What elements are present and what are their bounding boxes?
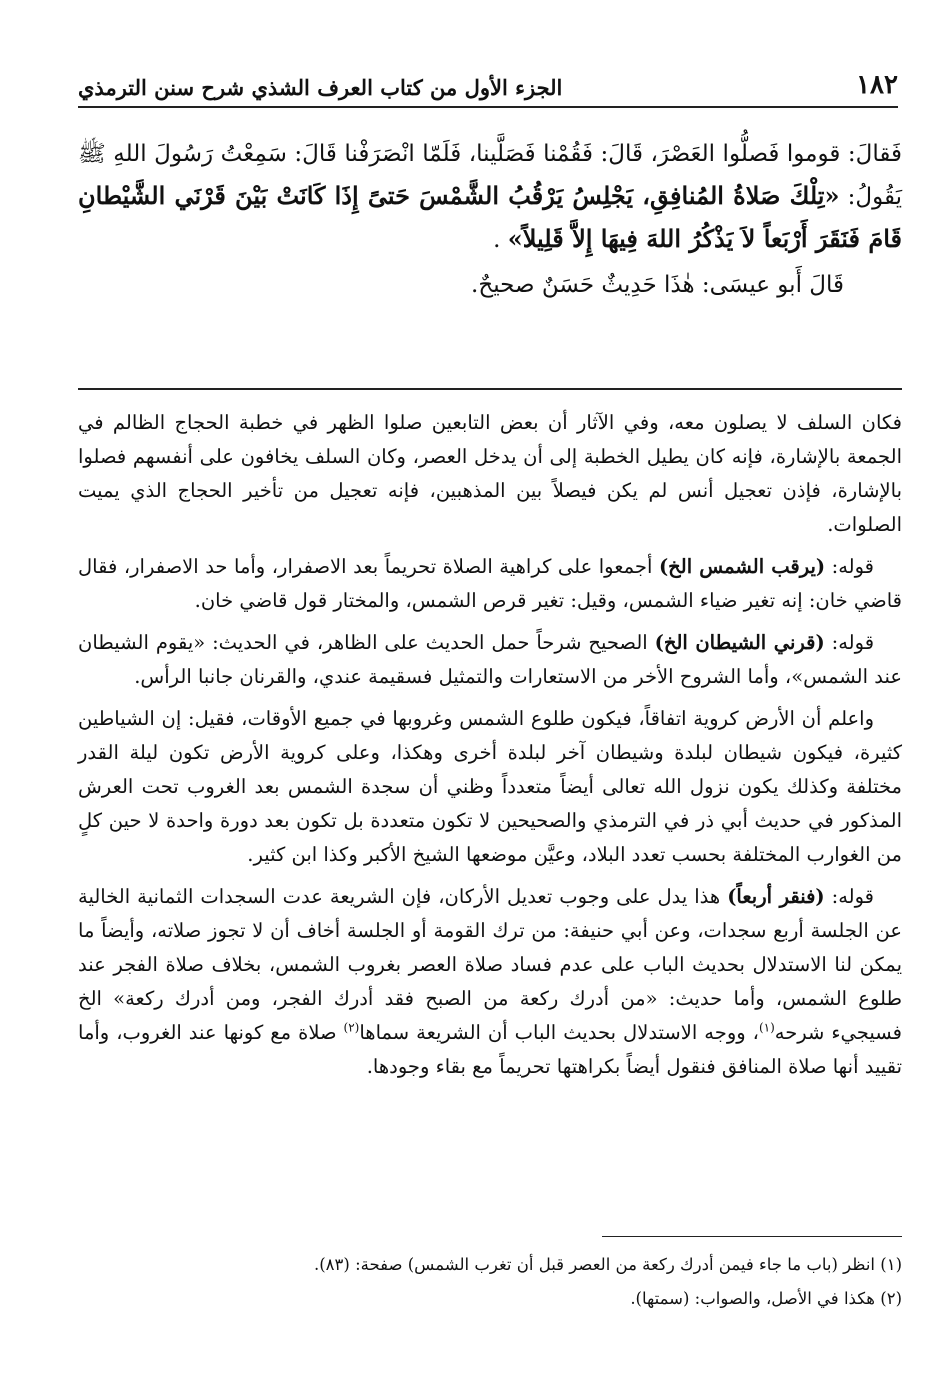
footnote-divider xyxy=(602,1236,902,1237)
hadith-line-2-end: . xyxy=(493,227,501,253)
footnote-reference-1[interactable]: (١) xyxy=(758,1020,775,1035)
commentary-5-heading: (فنقر أربعاً) xyxy=(727,885,825,908)
running-title: الجزء الأول من كتاب العرف الشذي شرح سنن الترمذي xyxy=(78,75,563,100)
commentary-3-lead: قوله: xyxy=(824,631,875,654)
commentary-5-body-a: هذا يدل على وجوب تعديل الأركان، فإن الشريعة عدت السجدات الثمانية الخالية عن الجلسة أربع سجدات، وعن أبي حنيفة: من ترك القومة أو الجلسة أخاف أن لا تجوز صلاته، وأيضاً ما يمكن لنا الاستدلال بحديث الباب على عدم فساد صلاة العصر بغروب الشمس، بخلاف صلاة الفجر عند طلوع الشمس، وأما حديث: «من أدرك ركعة من الصبح فقد أدرك الفجر، ومن أدرك ركعة» الخ فسيجيء شرحه xyxy=(78,885,902,1044)
commentary-5-body-b: ، ووجه الاستدلال بحديث الباب أن الشريعة سماها xyxy=(359,1021,759,1044)
commentary-paragraph-5 xyxy=(78,880,902,1084)
commentary-5-lead: قوله: xyxy=(824,885,874,908)
commentary-2-heading: (يرقب الشمس الخ) xyxy=(658,555,826,578)
footnote-reference-2[interactable]: (٢) xyxy=(343,1020,360,1035)
hadith-text xyxy=(78,134,902,306)
hadith-line-2-lead: يَقُولُ: xyxy=(839,184,902,210)
commentary-2-lead: قوله: xyxy=(825,555,874,578)
hadith-prophetic-quote: «تِلْكَ صَلاةُ المُنافِقِ، يَجْلِسُ يَرْقُبُ الشَّمْسَ حَتىً إِذَا كَانَتْ بَيْنَ قَرْنَي الشَّيْطانِ قَامَ فَنَقَرَ أَرْبَعاً لاَ يَذْكُرُ اللهَ فِيهَا إِلاَّ قَلِيلاً» xyxy=(78,181,902,253)
hadith-grading: قَالَ أَبو عيسَى: هٰذَا حَدِيثٌ حَسَنٌ صحيحٌ. xyxy=(471,272,844,298)
commentary xyxy=(78,406,902,1092)
section-divider xyxy=(78,388,902,390)
commentary-paragraph-3 xyxy=(78,626,902,694)
footnotes xyxy=(78,1248,902,1316)
hadith-paragraph xyxy=(78,134,902,261)
commentary-5-body-c: صلاة مع كونها عند الغروب، وأما تقييد أنها صلاة المنافق فنقول أيضاً بكراهتها تحريماً مع بقاء وجودها. xyxy=(78,1021,902,1078)
commentary-2-body: أجمعوا على كراهية الصلاة تحريماً بعد الاصفرار، وأما حد الاصفرار، فقال قاضي خان: إنه تغير ضياء الشمس، وقيل: تغير قرص الشمس، والمختار قول قاضي خان. xyxy=(78,555,902,612)
commentary-paragraph-4: واعلم أن الأرض كروية اتفاقاً، فيكون طلوع الشمس وغروبها في جميع الأوقات، فقيل: إن الشياطين كثيرة، فيكون شيطان لبلدة وشيطان آخر لبلدة أخرى وهكذا، وعلى كروية الأرض تكون ليلة القدر مختلفة وكذلك يكون نزول الله تعالى أيضاً متعدداً وظني أن سجدة الشمس بعد الغروب تحت العرش المذكور في حديث أبي ذر في الترمذي والصحيحين لا تكون متعددة بل تكون بعد دورة واحدة لا حين كلٍ من الغوارب المختلفة بحسب تعدد البلاد، وعيَّن موضعها الشيخ الأكبر وكذا ابن كثير. xyxy=(78,707,902,866)
commentary-paragraph-1: فكان السلف لا يصلون معه، وفي الآثار أن بعض التابعين صلوا الظهر في خطبة الحجاج الظالم في الجمعة بالإشارة، فإنه كان يطيل الخطبة إلى أن يدخل العصر، وكان السلف يخافون على أنفسهم فصلوا بالإشارة، فإذن تعجيل أنس لم يكن فيصلاً بين المذهبين، فإنه تعجيل من تأخير الحجاج الذي يميت الصلوات. xyxy=(78,411,902,536)
footnote-2: (٢) هكذا في الأصل، والصواب: (سمتها). xyxy=(630,1289,902,1308)
commentary-3-heading: (قرني الشيطان الخ) xyxy=(654,631,825,654)
commentary-paragraph-2 xyxy=(78,550,902,618)
running-header xyxy=(78,64,898,108)
commentary-3-body: الصحيح شرحاً حمل الحديث على الظاهر، في الحديث: «يقوم الشيطان عند الشمس»، وأما الشروح الأخر من الاستعارات والتمثيل فسقيمة عندي، والقرنان جانبا الرأس. xyxy=(78,631,902,688)
hadith-line-1: فَقالَ: قوموا فَصلُّوا العَصْرَ، قَالَ: فَقُمْنا فَصَلَّينا، فَلَمّا انْصَرَفْنا قَالَ: سَمِعْتُ رَسُولَ اللهِ ﷺ xyxy=(78,141,902,167)
footnote-1: (١) انظر (باب ما جاء فيمن أدرك ركعة من العصر قبل أن تغرب الشمس) صفحة: (٨٣). xyxy=(313,1255,902,1274)
page-number: ١٨٢ xyxy=(856,70,898,100)
